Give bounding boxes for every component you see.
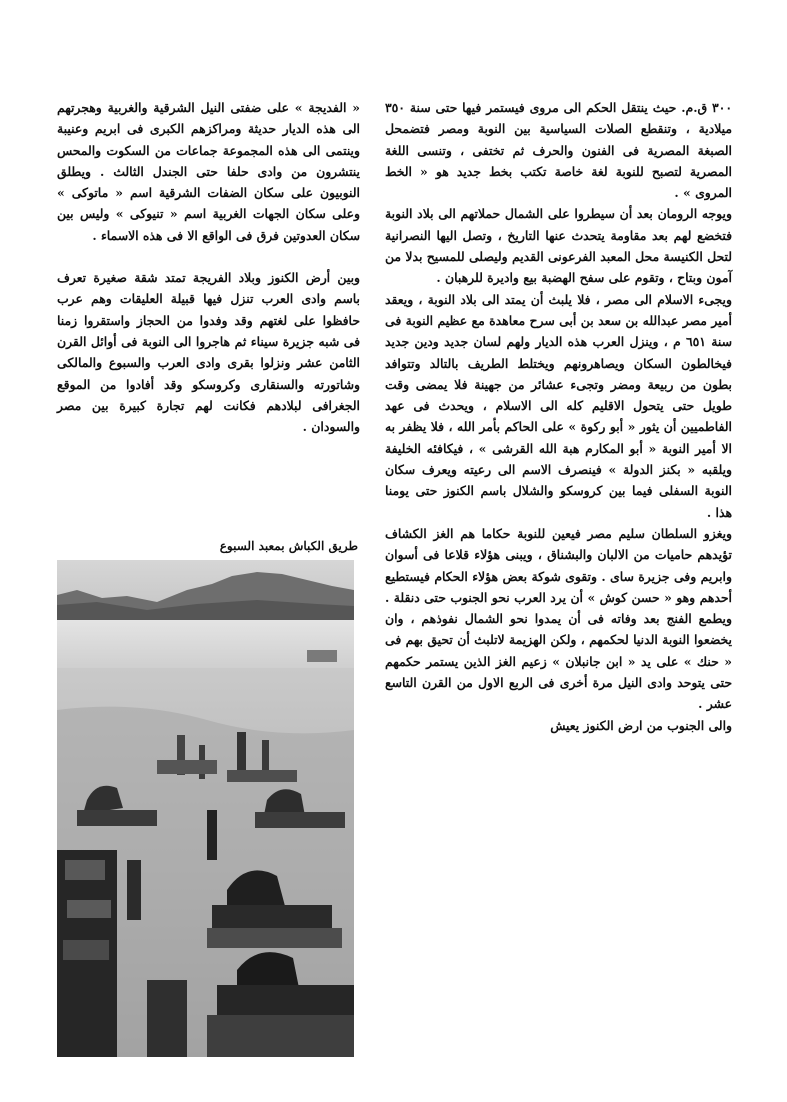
figure-caption: طريق الكباش بمعبد السبوع [219,539,358,553]
paragraph: ويوجه الرومان بعد أن سيطروا على الشمال حملاتهم الى بلاد النوبة فتخضع لهم بعد مقاومة يتحدث عنها التاريخ ، وتصل اليها النصرانية لتحل الكنيسة محل المعبد الفرعونى القديم وليصلى للمسيح بدلا من آمون وبتاح ، وتقوم على سفح الهضبة بيع واديرة للرهبان . [385,206,732,286]
paragraph: « الفديجة » على ضفتى النيل الشرقية والغربية وهجرتهم الى هذه الديار حديثة ومراكزهم الكبرى فى ابريم وعنيبة وينتمى الى هذه المجموعة جماعات من السكوت والمحس ينتشرون من وادى حلفا حتى الجندل الثالث . ويطلق النوبيون على سكان الضفات الشرقية اسم « ماتوكى » وعلى سكان الجهات الغربية اسم « تنيوكى » وليس بين سكان العدوتين فرق فى الواقع الا فى هذه الاسماء . [57,100,360,243]
paragraph: ويغزو السلطان سليم مصر فيعين للنوبة حكاما هم الغز الكشاف تؤيدهم حاميات من الالبان والبشناق ، ويبنى هؤلاء قلاعا فى أسوان وابريم وفى جزيرة ساى . وتقوى شوكة بعض هؤلاء الحكام فيستطيع أحدهم وهو « حسن كوش » أن يرد العرب نحو الجنوب حتى دنقلة . ويطمع الفنج بعد وفاته فى أن يمدوا نحو الشمال نفوذهم ، وان يخضعوا النوبة الدنيا لحكمهم ، ولكن الهزيمة لاتلبث أن تحيق بهم فى « حنك » على يد « ابن جانبلان » زعيم الغز الذين يستمر حكمهم حتى يتوحد وادى النيل مرة أخرى فى الربع الاول من القرن التاسع عشر . [385,525,732,712]
paragraph: وبين أرض الكنوز وبلاد الفريجة تمتد شقة صغيرة تعرف باسم وادى العرب تنزل فيها قبيلة العليقات وهم عرب حافظوا على لغتهم وقد وفدوا من الحجاز واستقروا زمنا فى شبه جزيرة سيناء ثم هاجروا الى النوبة فى أوائل القرن الثامن عشر ونزلوا بقرى وادى العرب والسبوع والمالكى وشاتورته والسنقارى وكروسكو وقد أفادوا من الموقع الجغرافى لبلادهم فكانت لهم تجارة كبيرة بين مصر والسودان . [57,270,360,435]
right-text-column [385,97,732,736]
paragraph: ويجىء الاسلام الى مصر ، فلا يلبث أن يمتد الى بلاد النوبة ، ويعقد أمير مصر عبدالله بن سعد بن أبى سرح معاهدة مع عظيم النوبة فى سنة ٦٥١ م ، وينزل العرب هذه الديار ولهم لسان جديد ودين جديد فيخالطون السكان ويصاهرونهم ويختلط الطريف بالتالد وتتوافد بطون من ربيعة ومضر وتجىء عشائر من جهينة فلا يمضى وقت طويل حتى يتحول الاقليم كله الى الاسلام ، ويحدث فى عهد الفاطميين أن يثور « أبو ركوة » على الحاكم بأمر الله ، فلا يظفر به الا أمير النوبة « أبو المكارم هبة الله القرشى » ، فيكافئه الخليفة ويلقبه « بكنز الدولة » فينصرف الاسم الى رعيته ويعرف سكان النوبة السفلى فيما بين كروسكو والشلال باسم الكنوز حتى يومنا هذا . [385,291,732,520]
paragraph: والى الجنوب من ارض الكنوز يعيش [550,717,732,733]
paragraph: ٣٠٠ ق.م. حيث ينتقل الحكم الى مروى فيستمر فيها حتى سنة ٣٥٠ ميلادية ، وتنقطع الصلات السياسية بين النوبة ومصر فتضمحل الصبغة المصرية فى الفنون والحرف ثم تختفى ، وتنسى اللغة المصرية لتصبح للنوبة لغة خاصة تكتب بخط جديد هو « الخط المروى » . [385,100,732,201]
photo-avenue-of-rams [57,560,354,1057]
left-text-column [57,97,360,437]
